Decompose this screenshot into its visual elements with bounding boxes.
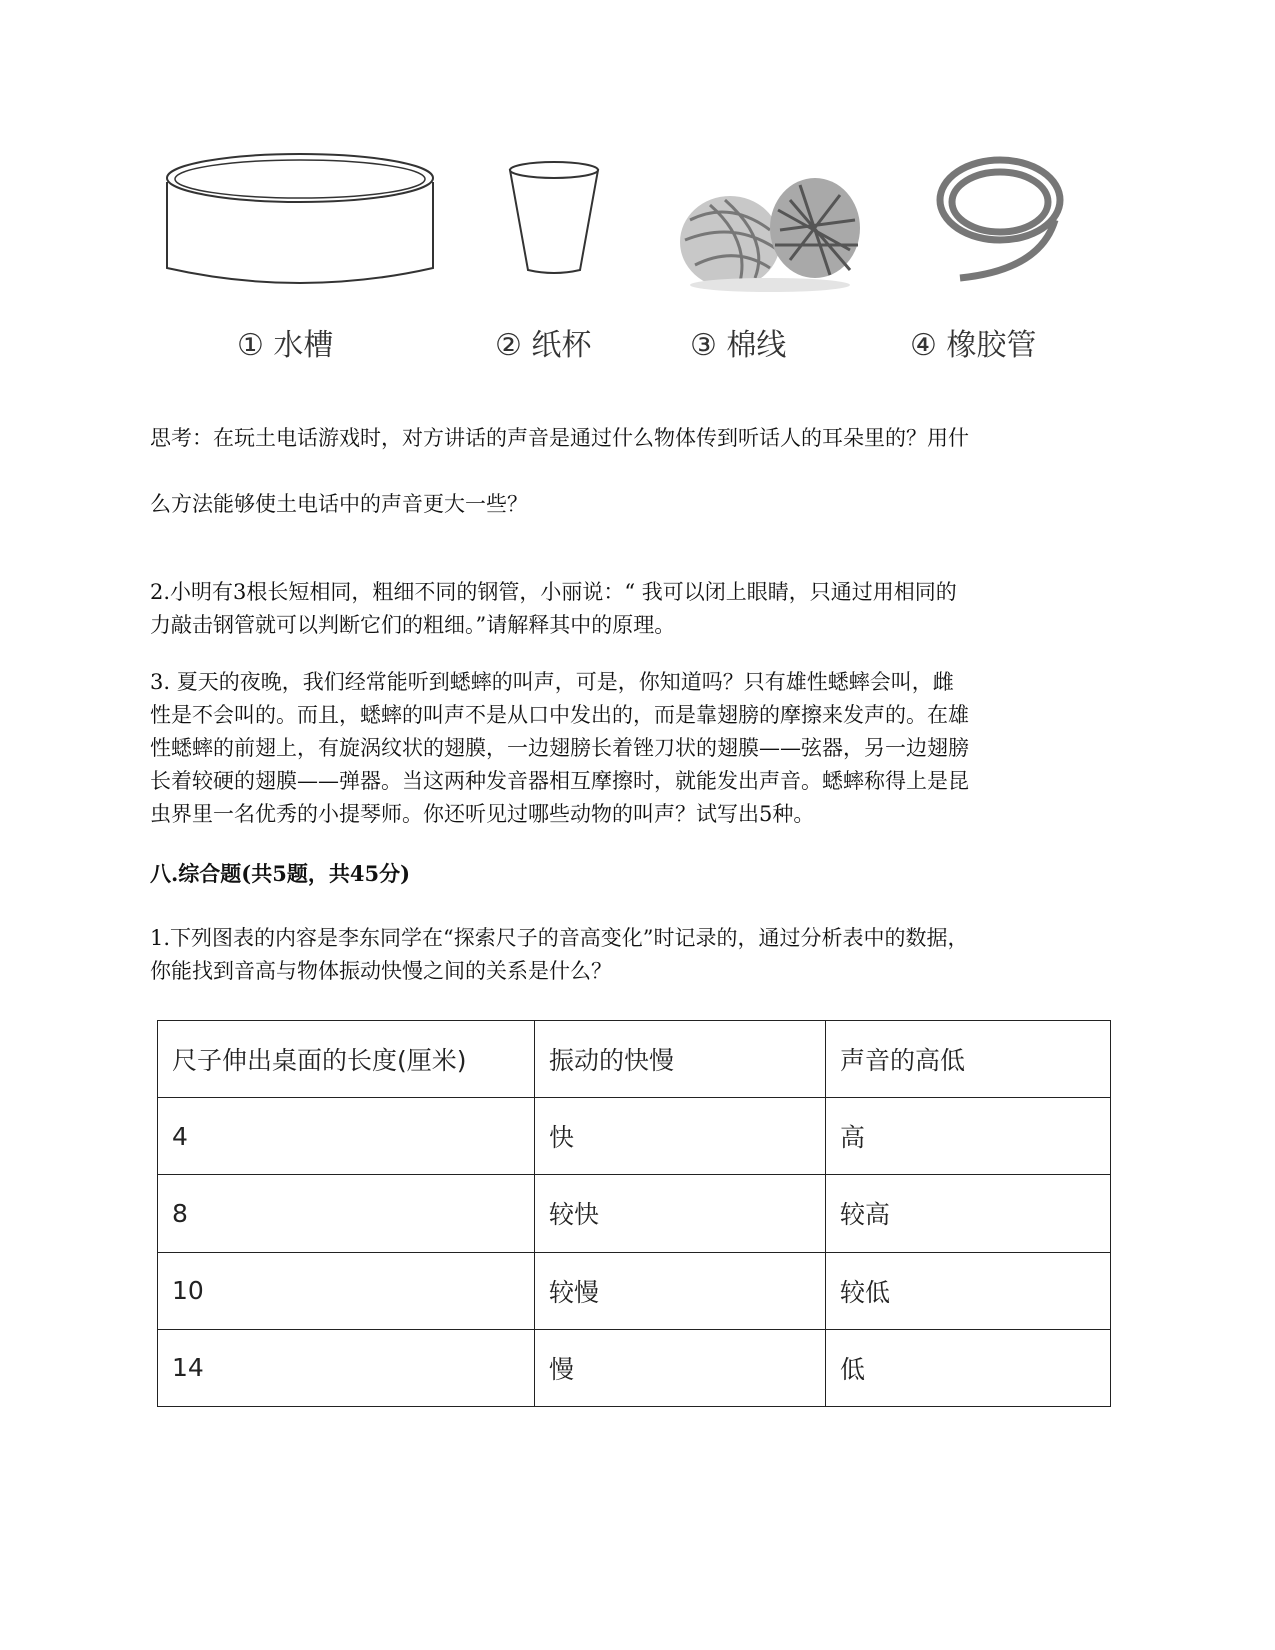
table-row [158,1252,1111,1329]
table-cell: 快 [535,1098,826,1175]
question-2 [150,576,1125,642]
table-header-row [158,1021,1111,1098]
table-cell: 较高 [826,1175,1111,1252]
table-cell: 14 [158,1329,535,1406]
think-question [150,405,1125,537]
think-line: 思考：在玩土电话游戏时，对方讲话的声音是通过什么物体传到听话人的耳朵里的？用什 [150,426,969,450]
table-header-cell: 声音的高低 [826,1021,1111,1098]
table-row [158,1175,1111,1252]
table-cell: 低 [826,1329,1111,1406]
cotton-thread-image [680,178,860,292]
question-line: 长着较硬的翅膜——弹器。当这两种发音器相互摩擦时，就能发出声音。蟋蟀称得上是昆 [150,769,969,793]
question-line: 虫界里一名优秀的小提琴师。你还听见过哪些动物的叫声？试写出5种。 [150,802,815,826]
paper-cup-image [510,162,598,273]
rubber-tube-image [940,160,1060,278]
question-1 [150,922,1125,988]
table-header-cell: 振动的快慢 [535,1021,826,1098]
caption-rubber-tube: ④ 橡胶管 [910,328,1037,363]
section-title: 八.综合题(共5题，共45分) [150,861,411,886]
caption-water-trough: ① 水槽 [237,328,334,363]
think-line: 么方法能够使土电话中的声音更大一些？ [150,492,528,516]
question-line: 2.小明有3根长短相同，粗细不同的钢管，小丽说：“ 我可以闭上眼睛，只通过用相同的 [150,580,957,604]
question-line: 力敲击钢管就可以判断它们的粗细。”请解释其中的原理。 [150,613,676,637]
caption-cotton-thread: ③ 棉线 [690,328,787,363]
question-line: 3. 夏天的夜晚，我们经常能听到蟋蟀的叫声，可是，你知道吗？只有雄性蟋蟀会叫，雌 [150,670,954,694]
table-cell: 4 [158,1098,535,1175]
question-line: 性蟋蟀的前翅上，有旋涡纹状的翅膜，一边翅膀长着锉刀状的翅膜——弦器，另一边翅膀 [150,736,969,760]
table-row [158,1098,1111,1175]
question-line: 性是不会叫的。而且，蟋蟀的叫声不是从口中发出的，而是靠翅膀的摩擦来发声的。在雄 [150,703,969,727]
table-cell: 较慢 [535,1252,826,1329]
table-cell: 慢 [535,1329,826,1406]
caption-paper-cup: ② 纸杯 [495,328,592,363]
table-header-cell: 尺子伸出桌面的长度(厘米) [158,1021,535,1098]
table-cell: 较快 [535,1175,826,1252]
ruler-pitch-table [157,1020,1111,1407]
table-cell: 8 [158,1175,535,1252]
materials-figure [150,150,1110,380]
table-cell: 较低 [826,1252,1111,1329]
table-cell: 10 [158,1252,535,1329]
question-line: 你能找到音高与物体振动快慢之间的关系是什么？ [150,959,612,983]
question-line: 1.下列图表的内容是李东同学在“探索尺子的音高变化”时记录的，通过分析表中的数据， [150,926,969,950]
question-3 [150,666,1125,831]
table-cell: 高 [826,1098,1111,1175]
table-row [158,1329,1111,1406]
water-trough-image [167,154,433,283]
